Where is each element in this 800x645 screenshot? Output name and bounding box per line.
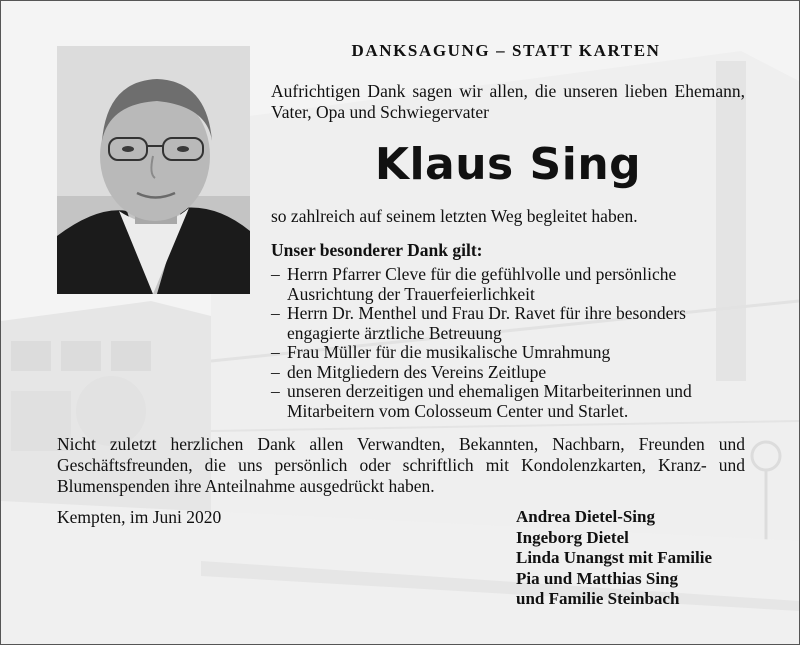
list-item-text: unseren derzeitigen und ehemaligen Mitarbeiterinnen und Mitarbeitern vom Colosseum Center und Starlet. [287, 381, 692, 421]
dash-marker: – [271, 303, 280, 323]
signer-name: und Familie Steinbach [516, 589, 680, 608]
list-item [271, 363, 751, 383]
closing-paragraph: Nicht zuletzt herzlichen Dank allen Verwandten, Bekannten, Nachbarn, Freunden und Geschäftsfreunden, die uns persönlich oder schriftlich mit Kondolenzkarten, Kranz- und Blumenspenden ihre Anteilnahme ausgedrückt haben. [57, 434, 745, 496]
list-item [271, 343, 751, 363]
dash-marker: – [271, 361, 280, 382]
dash-marker: – [271, 342, 280, 362]
special-thanks-list [271, 265, 751, 421]
dash-marker: – [271, 264, 280, 284]
list-item-text: Frau Müller für die musikalische Umrahmung [287, 342, 611, 362]
list-item-text: Herrn Pfarrer Cleve für die gefühlvolle und persönliche Ausrichtung der Trauerfeierlichkeit [287, 264, 677, 304]
signer-name: Pia und Matthias Sing [516, 568, 679, 588]
notice-heading: DANKSAGUNG – STATT KARTEN [351, 41, 661, 60]
signer-name: Linda Unangst mit Familie [516, 548, 712, 567]
intro-text: Aufrichtigen Dank sagen wir allen, die unseren lieben Ehemann, Vater, Opa und Schwiegervater [271, 81, 745, 122]
portrait-photo [57, 46, 250, 294]
place-and-date: Kempten, im Juni 2020 [57, 507, 222, 527]
deceased-name: Klaus Sing [374, 139, 642, 190]
dash-marker: – [271, 381, 280, 401]
signers-list [516, 507, 712, 610]
list-item-text: Herrn Dr. Menthel und Frau Dr. Ravet für ihre besonders engagierte ärztliche Betreuung [287, 303, 686, 343]
portrait-illustration [57, 46, 250, 294]
escort-text: so zahlreich auf seinem letzten Weg begleitet haben. [271, 206, 638, 226]
list-item [271, 382, 751, 421]
list-item [271, 304, 751, 343]
signer-name: Andrea Dietel-Sing [516, 507, 655, 526]
list-item [271, 265, 751, 304]
signer-name: Ingeborg Dietel [516, 527, 629, 547]
list-item-text: den Mitgliedern des Vereins Zeitlupe [287, 361, 547, 382]
special-thanks-title: Unser besonderer Dank gilt: [271, 240, 483, 260]
